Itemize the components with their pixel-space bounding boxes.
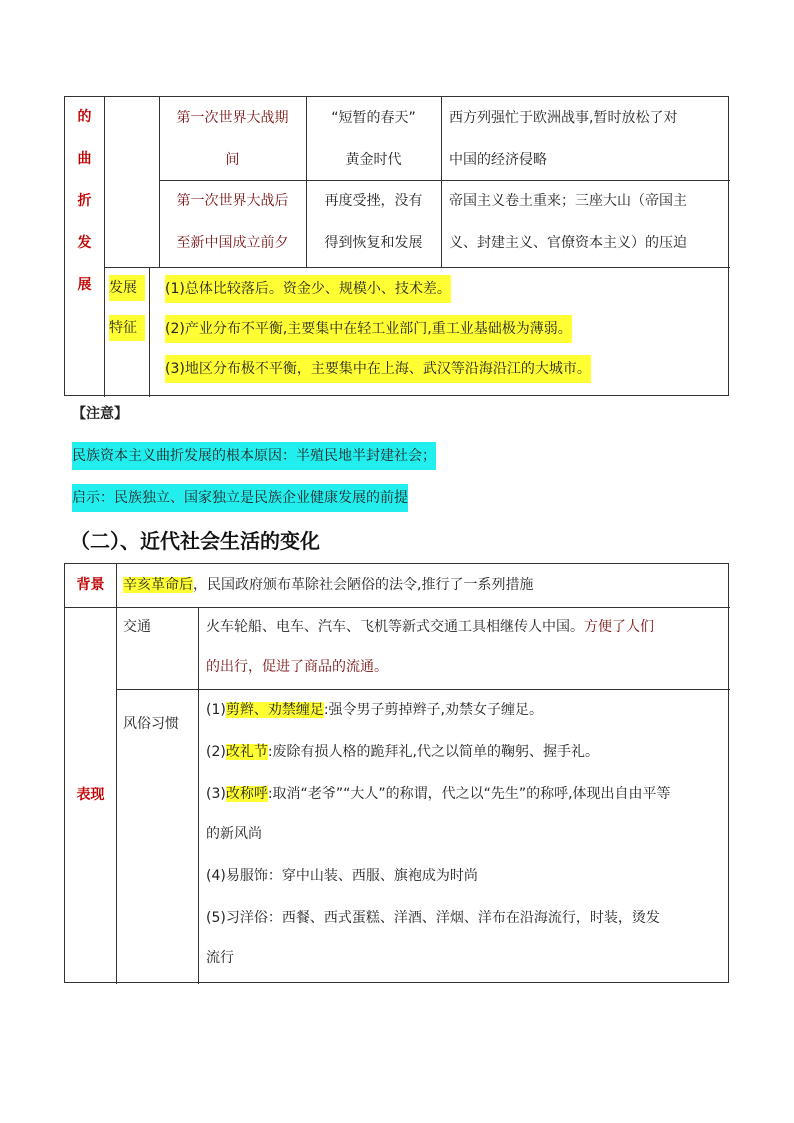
grid-line: [116, 689, 730, 690]
period-line: 间: [225, 152, 240, 168]
features-label-line: 发展: [109, 275, 145, 301]
customs-item: [206, 738, 599, 766]
period-cell: [159, 180, 306, 264]
background-label: 背景: [76, 577, 105, 593]
reason-cell: [449, 97, 729, 181]
customs-highlight: 改称呼: [225, 786, 268, 802]
stage-cell: [306, 180, 441, 264]
grid-line: [116, 564, 117, 984]
reason-line: 西方列强忙于欧洲战事,暂时放松了对: [449, 110, 678, 126]
traffic-effect: 方便了人们: [584, 619, 654, 635]
feature-item: (1)总体比较落后。资金少、规模小、技术差。: [165, 275, 451, 303]
customs-label: 风俗习惯: [123, 716, 179, 732]
section-label-char: 折: [77, 193, 92, 209]
customs-item: [206, 696, 543, 724]
features-label: [109, 275, 145, 341]
grid-line: [65, 607, 730, 608]
background-body: ，民国政府颁布革除社会陋俗的法令,推行了一系列措施: [193, 577, 534, 593]
customs-item: (4)易服饰：穿中山装、西服、旗袍成为时尚: [206, 868, 478, 884]
traffic-label: 交通: [123, 619, 151, 635]
features-list: [165, 275, 591, 395]
section-label-char: 展: [77, 277, 92, 293]
section-title: （二）、近代社会生活的变化: [70, 529, 320, 553]
section-label-char: 的: [77, 109, 92, 125]
grid-line: [441, 97, 442, 267]
development-table: [64, 96, 729, 396]
period-line: 第一次世界大战后: [176, 193, 289, 209]
period-line: 至新中国成立前夕: [176, 235, 289, 251]
grid-line: [198, 607, 199, 984]
reason-line: 义、封建主义、官僚资本主义）的压迫: [449, 235, 687, 251]
background-highlight: 辛亥革命后: [123, 577, 193, 593]
grid-line: [149, 267, 150, 397]
customs-item: 流行: [206, 950, 234, 966]
background-text: [123, 570, 533, 600]
social-life-table: [64, 563, 729, 983]
stage-line: 再度受挫，没有: [324, 193, 423, 209]
reason-line: 帝国主义卷土重来；三座大山（帝国主: [449, 193, 687, 209]
customs-prefix: (3): [206, 786, 226, 802]
reason-cell: [449, 180, 729, 264]
customs-text: :取消“老爷”“大人”的称谓，代之以“先生”的称呼,体现出自由平等: [267, 786, 671, 802]
customs-text: :强令男子剪掉辫子,劝禁女子缠足。: [323, 702, 544, 718]
stage-line: 得到恢复和发展: [324, 235, 423, 251]
traffic-text: [206, 613, 654, 641]
customs-highlight: 剪辫、劝禁缠足: [225, 702, 324, 718]
customs-item: 的新风尚: [206, 826, 262, 842]
customs-highlight: 改礼节: [225, 744, 268, 760]
customs-prefix: (2): [206, 744, 226, 760]
performance-label: 表现: [76, 787, 105, 803]
stage-line: 黄金时代: [345, 152, 402, 168]
stage-cell: [306, 97, 441, 181]
customs-text: :废除有损人格的跪拜礼,代之以简单的鞠躬、握手礼。: [267, 744, 600, 760]
period-cell: [159, 97, 306, 181]
note-line: 启示：民族独立、国家独立是民族企业健康发展的前提: [72, 484, 408, 512]
feature-item: (3)地区分布极不平衡，主要集中在上海、武汉等沿海沿江的大城市。: [165, 355, 591, 383]
reason-line: 中国的经济侵略: [449, 152, 547, 168]
customs-item: [206, 780, 671, 808]
period-line: 第一次世界大战期: [176, 110, 289, 126]
features-label-line: 特征: [109, 315, 145, 341]
stage-line: “短暂的春天”: [331, 110, 416, 126]
grid-line: [104, 97, 105, 397]
grid-line: [104, 267, 730, 268]
feature-item: (2)产业分布不平衡,主要集中在轻工业部门,重工业基础极为薄弱。: [165, 315, 572, 343]
customs-item: (5)习洋俗：西餐、西式蛋糕、洋酒、洋烟、洋布在沿海流行，时装，烫发: [206, 910, 660, 926]
note-title: 【注意】: [72, 406, 128, 422]
traffic-effect: 的出行，促进了商品的流通。: [206, 659, 388, 675]
traffic-body: 火车轮船、电车、汽车、飞机等新式交通工具相继传人中国。: [206, 619, 584, 635]
section-label-char: 发: [77, 235, 92, 251]
note-line: 民族资本主义曲折发展的根本原因：半殖民地半封建社会；: [72, 442, 436, 470]
customs-prefix: (1): [206, 702, 226, 718]
section-label-char: 曲: [77, 151, 92, 167]
